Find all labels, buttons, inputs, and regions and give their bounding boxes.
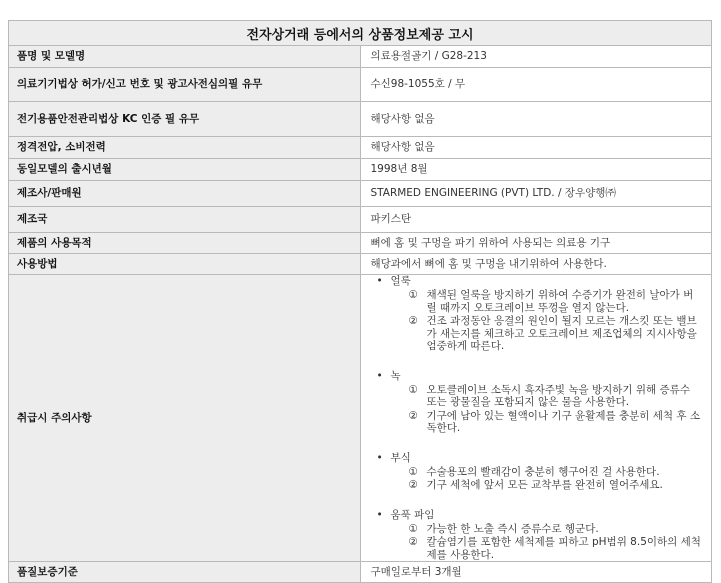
item-text: 가능한 한 노출 즉시 증류수로 헹군다. xyxy=(426,522,599,535)
care-item xyxy=(371,315,702,353)
product-info-notice xyxy=(8,20,712,583)
table-row xyxy=(9,102,712,137)
row-value: 뼈에 홈 및 구멍을 파기 위하여 사용되는 의료용 기구 xyxy=(360,233,712,254)
bullet-icon: • xyxy=(376,451,383,464)
row-label: 제조사/판매원 xyxy=(9,181,361,207)
item-number: ① xyxy=(408,383,418,396)
row-label: 품명 및 모델명 xyxy=(9,46,361,68)
row-label: 제조국 xyxy=(9,207,361,233)
bullet-icon: • xyxy=(376,369,383,382)
care-item xyxy=(371,479,702,492)
care-section xyxy=(371,452,702,492)
item-text: 건조 과정동안 응결의 원인이 될지 모르는 개스킷 또는 밸브가 새는지를 체크하고 오토크레이브 제조업체의 지시사항을 엄중하게 따른다. xyxy=(426,315,697,352)
care-section xyxy=(371,370,702,435)
row-label: 취급시 주의사항 xyxy=(9,275,361,562)
row-label: 사용방법 xyxy=(9,254,361,275)
item-number: ② xyxy=(408,536,418,548)
table-row xyxy=(9,233,712,254)
item-number: ② xyxy=(408,409,418,422)
item-number: ② xyxy=(408,479,418,491)
row-value: 해당과에서 뼈에 홈 및 구멍을 내기위하여 사용한다. xyxy=(360,254,712,275)
item-text: 기구에 남아 있는 혈액이나 기구 윤활제를 충분히 세척 후 소독한다. xyxy=(426,409,700,434)
notice-title: 전자상거래 등에서의 상품정보제공 고시 xyxy=(9,21,712,46)
table-row xyxy=(9,68,712,102)
table-row xyxy=(9,562,712,583)
table-row-care xyxy=(9,275,712,562)
row-value: 의료용절골기 / G28-213 xyxy=(360,46,712,68)
row-label: 제품의 사용목적 xyxy=(9,233,361,254)
item-number: ① xyxy=(408,465,418,478)
item-text: 채색된 얼룩을 방지하기 위하여 수증기가 완전히 날아가 버릴 때까지 오토크레이브 뚜껑을 열지 않는다. xyxy=(426,289,694,314)
row-value: 수신98-1055호 / 무 xyxy=(360,68,712,102)
care-instructions xyxy=(360,275,712,562)
care-section-title: 녹 xyxy=(390,369,401,382)
care-section xyxy=(371,509,702,562)
row-value: 1998년 8월 xyxy=(360,159,712,181)
item-text: 수술용포의 빨래감이 충분히 헹구어진 걸 사용한다. xyxy=(426,465,660,478)
row-value: STARMED ENGINEERING (PVT) LTD. / 장우양행㈜ xyxy=(360,181,712,207)
row-value: 해당사항 없음 xyxy=(360,102,712,137)
care-item xyxy=(371,289,702,314)
item-text: 칼슘염기를 포함한 세척제를 피하고 pH범위 8.5이하의 세척제를 사용한다. xyxy=(426,536,701,561)
care-section-title: 움푹 파임 xyxy=(390,508,435,521)
row-label: 전기용품안전관리법상 KC 인증 필 유무 xyxy=(9,102,361,137)
table-row xyxy=(9,159,712,181)
item-number: ② xyxy=(408,315,418,327)
row-label: 품질보증기준 xyxy=(9,562,361,583)
care-section-title: 부식 xyxy=(390,451,411,464)
table-row xyxy=(9,46,712,68)
product-info-table xyxy=(8,20,712,583)
row-value: 구매일로부터 3개월 xyxy=(360,562,712,583)
table-row xyxy=(9,181,712,207)
table-row xyxy=(9,207,712,233)
table-row xyxy=(9,254,712,275)
row-label: 의료기기법상 허가/신고 번호 및 광고사전심의필 유무 xyxy=(9,68,361,102)
row-label: 동일모델의 출시년월 xyxy=(9,159,361,181)
row-label: 정격전압, 소비전력 xyxy=(9,137,361,159)
item-number: ① xyxy=(408,289,418,301)
care-item xyxy=(371,384,702,409)
care-section-title: 얼룩 xyxy=(390,275,411,287)
table-row xyxy=(9,137,712,159)
bullet-icon: • xyxy=(376,275,383,287)
care-item xyxy=(371,410,702,435)
row-value: 파키스탄 xyxy=(360,207,712,233)
item-text: 오토클레이브 소독시 흑자주빛 녹을 방지하기 위해 증류수 또는 광물질을 포함되지 않은 물을 사용한다. xyxy=(426,383,690,408)
care-item xyxy=(371,523,702,536)
bullet-icon: • xyxy=(376,508,383,521)
row-value: 해당사항 없음 xyxy=(360,137,712,159)
care-item xyxy=(371,466,702,479)
item-text: 기구 세척에 앞서 모든 교착부를 완전히 열어주세요. xyxy=(426,479,663,491)
care-section xyxy=(371,275,702,353)
item-number: ① xyxy=(408,522,418,535)
